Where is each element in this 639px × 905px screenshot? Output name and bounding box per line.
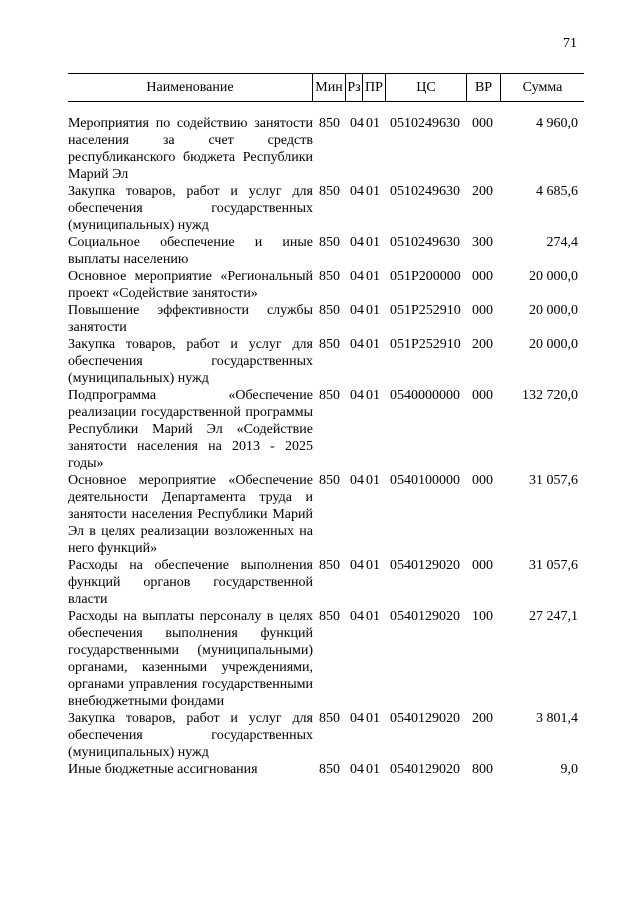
table-row — [68, 234, 584, 268]
row-vr: 200 — [472, 184, 493, 199]
row-cs: 0540000000 — [390, 388, 460, 403]
row-vr: 200 — [472, 711, 493, 726]
row-pr: 01 — [366, 337, 380, 352]
row-pr: 01 — [366, 388, 380, 403]
row-pr: 01 — [366, 762, 380, 777]
row-name: Расходы на обеспечение выполнения функций органов государственной власти — [68, 558, 313, 607]
row-name: Подпрограмма «Обеспечение реализации государственной программы Республики Марий Эл «Содействие занятости населения на 2013 - 2025 годы» — [68, 388, 313, 471]
row-pr: 01 — [366, 473, 380, 488]
row-min: 850 — [319, 235, 340, 250]
row-rz: 04 — [350, 303, 364, 318]
row-cs: 0510249630 — [390, 116, 460, 131]
header-rz: Рз — [347, 80, 361, 95]
table-row — [68, 761, 584, 778]
row-min: 850 — [319, 711, 340, 726]
row-rz: 04 — [350, 473, 364, 488]
row-cs: 051P200000 — [390, 269, 461, 284]
row-min: 850 — [319, 116, 340, 131]
row-sum: 3 801,4 — [536, 711, 578, 726]
row-min: 850 — [319, 303, 340, 318]
row-min: 850 — [319, 269, 340, 284]
header-name: Наименование — [146, 80, 234, 95]
row-vr: 000 — [472, 388, 493, 403]
row-vr: 300 — [472, 235, 493, 250]
row-cs: 0540129020 — [390, 609, 460, 624]
row-min: 850 — [319, 558, 340, 573]
row-sum: 27 247,1 — [529, 609, 578, 624]
row-name: Основное мероприятие «Региональный проект «Содействие занятости» — [68, 269, 313, 301]
row-name: Закупка товаров, работ и услуг для обеспечения государственных (муниципальных) нужд — [68, 184, 313, 233]
row-vr: 200 — [472, 337, 493, 352]
row-vr: 100 — [472, 609, 493, 624]
row-vr: 000 — [472, 473, 493, 488]
row-rz: 04 — [350, 116, 364, 131]
row-sum: 31 057,6 — [529, 473, 578, 488]
row-cs: 051P252910 — [390, 303, 461, 318]
row-min: 850 — [319, 337, 340, 352]
table-row — [68, 608, 584, 710]
header-min: Мин — [315, 80, 343, 95]
row-name: Иные бюджетные ассигнования — [68, 762, 258, 777]
row-pr: 01 — [366, 609, 380, 624]
header-vr: ВР — [474, 80, 493, 95]
header-pr: ПР — [365, 80, 383, 95]
row-rz: 04 — [350, 711, 364, 726]
table-row — [68, 710, 584, 761]
row-min: 850 — [319, 184, 340, 199]
row-min: 850 — [319, 388, 340, 403]
table-row — [68, 387, 584, 472]
row-sum: 20 000,0 — [529, 269, 578, 284]
row-vr: 000 — [472, 116, 493, 131]
row-sum: 20 000,0 — [529, 303, 578, 318]
row-rz: 04 — [350, 184, 364, 199]
row-pr: 01 — [366, 303, 380, 318]
row-min: 850 — [319, 762, 340, 777]
row-rz: 04 — [350, 762, 364, 777]
page-number: 71 — [563, 36, 577, 51]
row-min: 850 — [319, 473, 340, 488]
row-sum: 4 960,0 — [536, 116, 578, 131]
row-pr: 01 — [366, 184, 380, 199]
row-pr: 01 — [366, 116, 380, 131]
table-row — [68, 302, 584, 336]
row-rz: 04 — [350, 558, 364, 573]
row-name: Повышение эффективности службы занятости — [68, 303, 313, 335]
table-row — [68, 268, 584, 302]
row-min: 850 — [319, 609, 340, 624]
row-vr: 000 — [472, 303, 493, 318]
row-cs: 051P252910 — [390, 337, 461, 352]
table-row — [68, 472, 584, 557]
table-row — [68, 183, 584, 234]
table-row — [68, 336, 584, 387]
row-name: Основное мероприятие «Обеспечение деятельности Департамента труда и занятости населения Республики Марий Эл в целях реализации возложенных на него функций» — [68, 473, 313, 556]
row-cs: 0510249630 — [390, 184, 460, 199]
table-header — [68, 73, 584, 102]
row-rz: 04 — [350, 337, 364, 352]
row-sum: 9,0 — [560, 762, 578, 777]
row-sum: 31 057,6 — [529, 558, 578, 573]
row-pr: 01 — [366, 235, 380, 250]
row-sum: 4 685,6 — [536, 184, 578, 199]
row-vr: 000 — [472, 269, 493, 284]
row-cs: 0540129020 — [390, 762, 460, 777]
row-rz: 04 — [350, 609, 364, 624]
row-sum: 274,4 — [546, 235, 578, 250]
row-name: Мероприятия по содействию занятости населения за счет средств республиканского бюджета Республики Марий Эл — [68, 116, 313, 182]
row-sum: 132 720,0 — [522, 388, 578, 403]
budget-table-body — [68, 115, 584, 778]
table-row — [68, 115, 584, 183]
row-sum: 20 000,0 — [529, 337, 578, 352]
row-vr: 800 — [472, 762, 493, 777]
header-sum: Сумма — [522, 80, 563, 95]
row-pr: 01 — [366, 711, 380, 726]
row-cs: 0540100000 — [390, 473, 460, 488]
row-vr: 000 — [472, 558, 493, 573]
row-rz: 04 — [350, 235, 364, 250]
row-rz: 04 — [350, 388, 364, 403]
row-rz: 04 — [350, 269, 364, 284]
table-row — [68, 557, 584, 608]
row-pr: 01 — [366, 269, 380, 284]
row-cs: 0510249630 — [390, 235, 460, 250]
row-name: Закупка товаров, работ и услуг для обеспечения государственных (муниципальных) нужд — [68, 337, 313, 386]
row-name: Закупка товаров, работ и услуг для обеспечения государственных (муниципальных) нужд — [68, 711, 313, 760]
row-name: Расходы на выплаты персоналу в целях обеспечения выполнения функций государственными (муниципальными) органами, казенными учреждениями, органами управления государственными внебюджетными фондами — [68, 609, 313, 709]
row-pr: 01 — [366, 558, 380, 573]
row-cs: 0540129020 — [390, 558, 460, 573]
row-cs: 0540129020 — [390, 711, 460, 726]
row-name: Социальное обеспечение и иные выплаты населению — [68, 235, 313, 267]
header-cs: ЦС — [416, 80, 436, 95]
